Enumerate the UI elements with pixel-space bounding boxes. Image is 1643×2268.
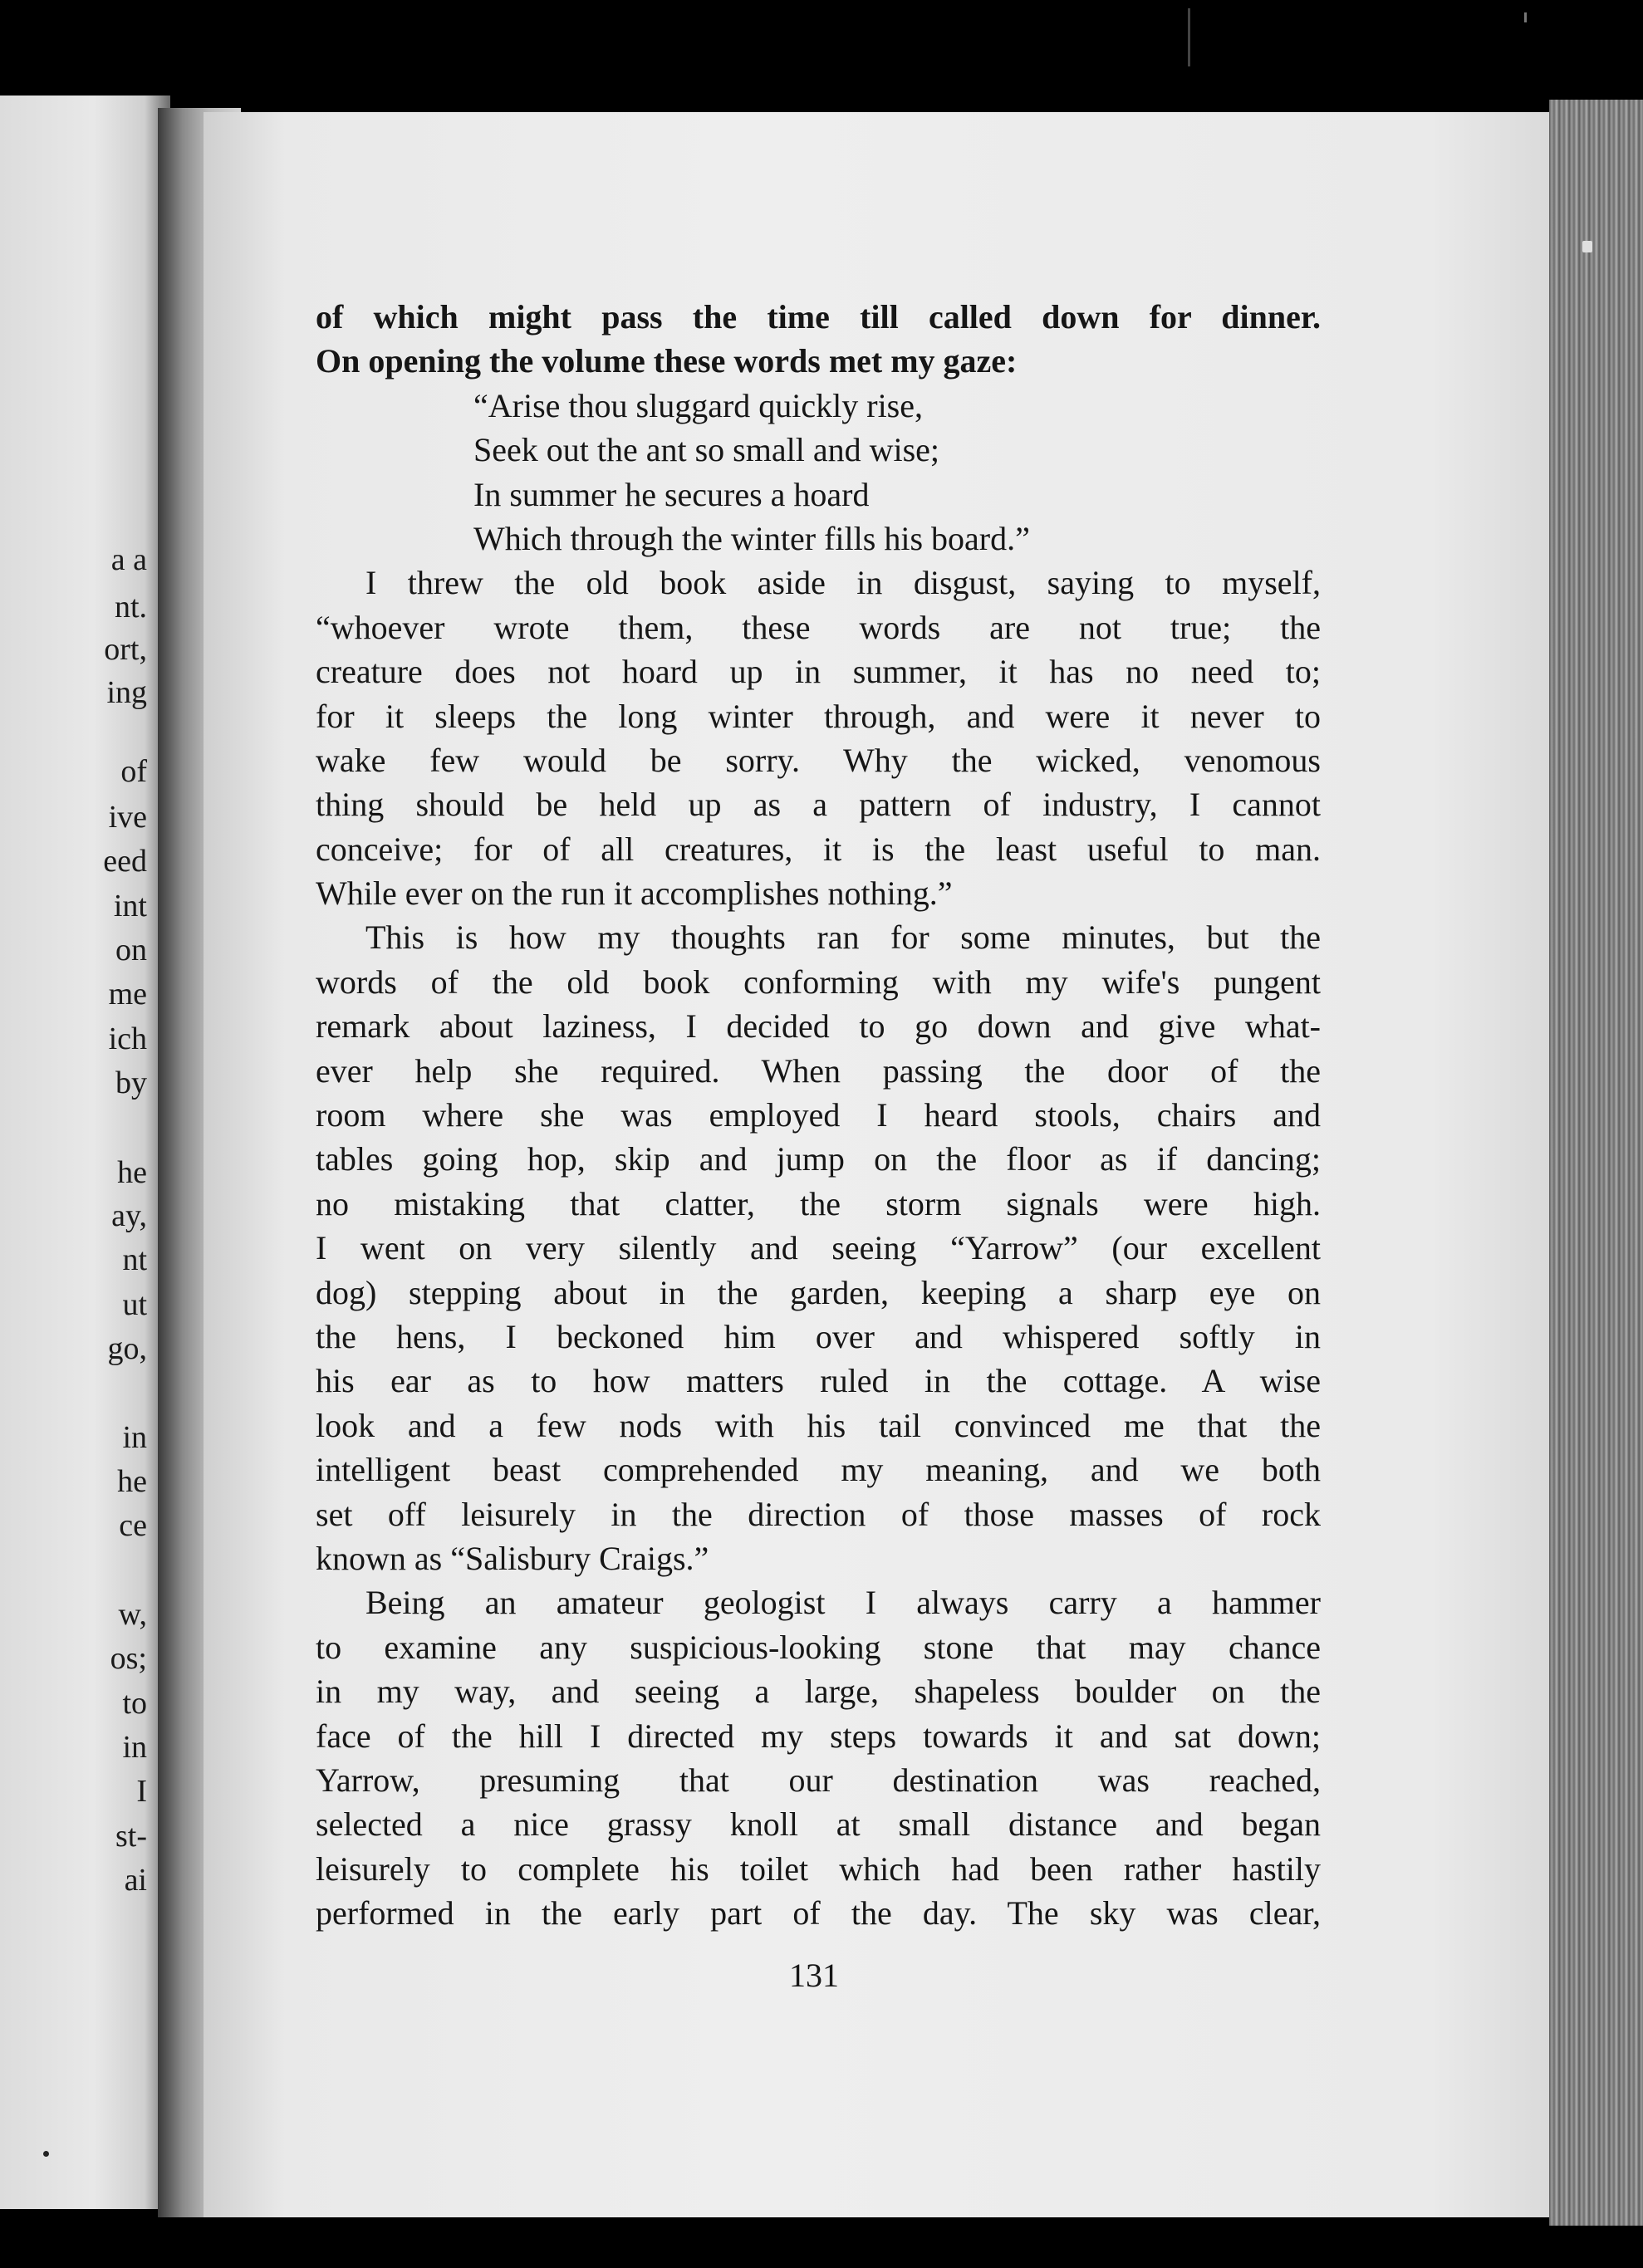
- text-line: conceive; for of all creatures, it is the least useful to man.: [316, 830, 1321, 868]
- text-line: face of the hill I directed my steps towards it and sat down;: [316, 1717, 1321, 1755]
- left-page-fragment: he: [117, 1464, 147, 1499]
- left-page-fragment: w,: [118, 1597, 147, 1632]
- left-page-fragment: me: [108, 977, 147, 1012]
- left-page-speck: [43, 2151, 49, 2157]
- text-line: to examine any suspicious-looking stone that may chance: [316, 1628, 1321, 1666]
- text-line: I threw the old book aside in disgust, saying to myself,: [365, 564, 1321, 602]
- page-text: [316, 295, 1321, 1935]
- text-line: known as “Salisbury Craigs.”: [316, 1539, 709, 1577]
- text-line: his ear as to how matters ruled in the cottage. A wise: [316, 1362, 1321, 1400]
- text-line: While ever on the run it accomplishes nothing.”: [316, 874, 953, 913]
- text-line: room where she was employed I heard stools, chairs and: [316, 1096, 1321, 1134]
- text-line: set off leisurely in the direction of those masses of rock: [316, 1495, 1321, 1533]
- left-page-fragment: st-: [115, 1819, 147, 1854]
- left-page-fragment: on: [115, 933, 147, 967]
- text-line: Yarrow, presuming that our destination was reached,: [316, 1761, 1321, 1799]
- page-edge-mark: [1582, 241, 1592, 252]
- left-page-fragment: to: [122, 1686, 147, 1721]
- text-line: no mistaking that clatter, the storm signals were high.: [316, 1184, 1321, 1222]
- text-line: remark about laziness, I decided to go down and give what-: [316, 1007, 1321, 1046]
- text-line: in my way, and seeing a large, shapeless boulder on the: [316, 1673, 1321, 1711]
- text-line: leisurely to complete his toilet which had been rather hastily: [316, 1849, 1321, 1888]
- left-page-fragment: ing: [106, 675, 147, 710]
- left-page-fragment: go,: [107, 1331, 147, 1366]
- text-line: intelligent beast comprehended my meaning, and we both: [316, 1451, 1321, 1489]
- verse-line: In summer he secures a hoard: [473, 475, 870, 513]
- left-page-fragment: I: [136, 1774, 147, 1809]
- left-page-fragment: in: [122, 1420, 147, 1455]
- left-page-fragment: nt.: [114, 590, 147, 625]
- left-page-fragment: ort,: [104, 632, 147, 667]
- left-page-fragment: ai: [124, 1863, 147, 1898]
- text-line: On opening the volume these words met my gaze:: [316, 342, 1018, 380]
- left-page-fragment: ich: [108, 1021, 147, 1056]
- left-page-fragment: a a: [110, 542, 147, 577]
- text-line: selected a nice grassy knoll at small distance and began: [316, 1805, 1321, 1844]
- verse-line: Seek out the ant so small and wise;: [473, 431, 940, 469]
- left-page-fragment: eed: [103, 844, 147, 879]
- text-line: This is how my thoughts ran for some minutes, but the: [365, 918, 1321, 957]
- left-page-fragment: by: [115, 1065, 147, 1100]
- left-page-fragment: int: [113, 889, 147, 923]
- text-line: thing should be held up as a pattern of industry, I cannot: [316, 786, 1321, 824]
- text-line: wake few would be sorry. Why the wicked, venomous: [316, 741, 1321, 779]
- text-line: dog) stepping about in the garden, keeping a sharp eye on: [316, 1273, 1321, 1311]
- left-page: [0, 96, 170, 2209]
- left-page-fragment: ut: [122, 1287, 147, 1322]
- page-number: 131: [789, 1957, 839, 1994]
- page-edge: [1549, 100, 1643, 2226]
- text-line: creature does not hoard up in summer, it has no need to;: [316, 653, 1321, 691]
- scan-speck: [1188, 8, 1190, 66]
- text-line: performed in the early part of the day. The sky was clear,: [316, 1894, 1321, 1932]
- text-line: of which might pass the time till called down for dinner.: [316, 298, 1321, 336]
- verse-line: Which through the winter fills his board.”: [473, 519, 1030, 557]
- text-line: tables going hop, skip and jump on the floor as if dancing;: [316, 1140, 1321, 1178]
- text-line: the hens, I beckoned him over and whispered softly in: [316, 1317, 1321, 1355]
- scan-speck: [1524, 12, 1527, 22]
- verse-line: “Arise thou sluggard quickly rise,: [473, 386, 923, 424]
- left-page-fragment: in: [122, 1730, 147, 1765]
- text-line: ever help she required. When passing the door of the: [316, 1051, 1321, 1090]
- left-page-fragment: os;: [110, 1641, 147, 1676]
- text-line: “whoever wrote them, these words are not true; the: [316, 608, 1321, 646]
- left-page-fragment: of: [120, 754, 147, 789]
- left-page-fragment: nt: [122, 1242, 147, 1277]
- text-line: look and a few nods with his tail convinced me that the: [316, 1406, 1321, 1444]
- left-page-fragment: he: [117, 1155, 147, 1190]
- text-line: I went on very silently and seeing “Yarrow” (our excellent: [316, 1229, 1321, 1267]
- text-line: words of the old book conforming with my wife's pungent: [316, 963, 1321, 1001]
- left-page-fragment: ce: [119, 1508, 147, 1543]
- text-line: Being an amateur geologist I always carry a hammer: [365, 1584, 1321, 1622]
- left-page-fragment: ay,: [111, 1198, 147, 1233]
- left-page-fragment: ive: [108, 800, 147, 835]
- text-line: for it sleeps the long winter through, and were it never to: [316, 697, 1321, 735]
